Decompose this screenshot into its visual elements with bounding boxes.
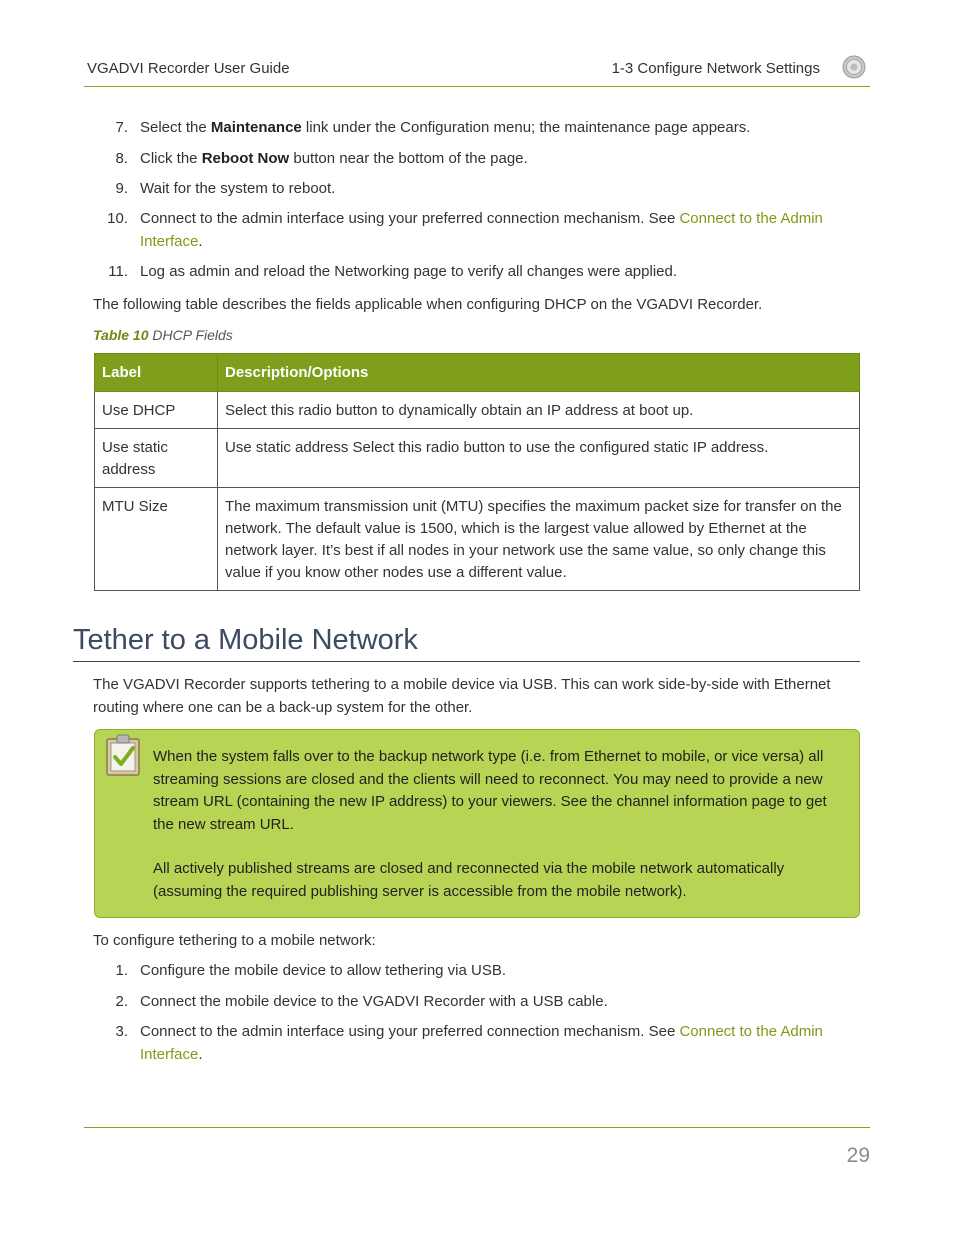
table-intro: The following table describes the fields applicable when configuring DHCP on the VGADVI Recorder. <box>93 296 763 313</box>
table-row <box>95 488 860 591</box>
row-label: MTU Size <box>95 488 218 591</box>
header-guide-title: VGADVI Recorder User Guide <box>87 60 290 77</box>
header-description: Description/Options <box>218 354 860 392</box>
note-paragraph-1: When the system falls over to the backup network type (i.e. from Ethernet to mobile, or vice versa) all streaming sessions are closed and the clients will need to reconnect. You may need to provide a new stream URL (containing the new IP address) to your viewers. See the channel information page to get the new stream URL. <box>153 748 827 833</box>
header-label: Label <box>95 354 218 392</box>
note-text <box>153 746 843 903</box>
checklist-clipboard-icon <box>105 733 141 777</box>
row-description: Use static address Select this radio button to use the configured static IP address. <box>218 429 860 488</box>
connect-admin-link[interactable]: Connect to the Admin Interface <box>140 1023 823 1063</box>
gear-badge-icon <box>842 55 866 79</box>
table-caption: Table 10 DHCP Fields <box>93 327 233 343</box>
table-row <box>95 429 860 488</box>
row-description: The maximum transmission unit (MTU) specifies the maximum packet size for transfer on the network. The default value is 1500, which is the largest value allowed by Ethernet at the network layer. It’s best if all nodes in your network use the same value, so only change this value if you know other nodes use a different value. <box>218 488 860 591</box>
row-label: Use static address <box>95 429 218 488</box>
section-rule <box>73 661 860 662</box>
note-paragraph-2: All actively published streams are closed and reconnected via the mobile network automatically (assuming the required publishing server is accessible from the mobile network). <box>153 860 785 900</box>
table-row <box>95 392 860 429</box>
dhcp-fields-table <box>94 353 860 591</box>
note-box <box>94 729 860 918</box>
header-rule <box>84 86 870 87</box>
table-header-row <box>95 354 860 392</box>
connect-admin-link[interactable]: Connect to the Admin Interface <box>140 210 823 250</box>
page-number: 29 <box>846 1144 870 1167</box>
footer-rule <box>84 1127 870 1128</box>
section-intro: The VGADVI Recorder supports tethering to a mobile device via USB. This can work side-by-side with Ethernet routing where one can be a back-up system for the other. <box>93 676 831 716</box>
header-section-title: 1-3 Configure Network Settings <box>611 60 820 77</box>
section-title: Tether to a Mobile Network <box>73 624 418 656</box>
row-label: Use DHCP <box>95 392 218 429</box>
row-description: Select this radio button to dynamically obtain an IP address at boot up. <box>218 392 860 429</box>
tether-intro: To configure tethering to a mobile network: <box>93 932 376 949</box>
